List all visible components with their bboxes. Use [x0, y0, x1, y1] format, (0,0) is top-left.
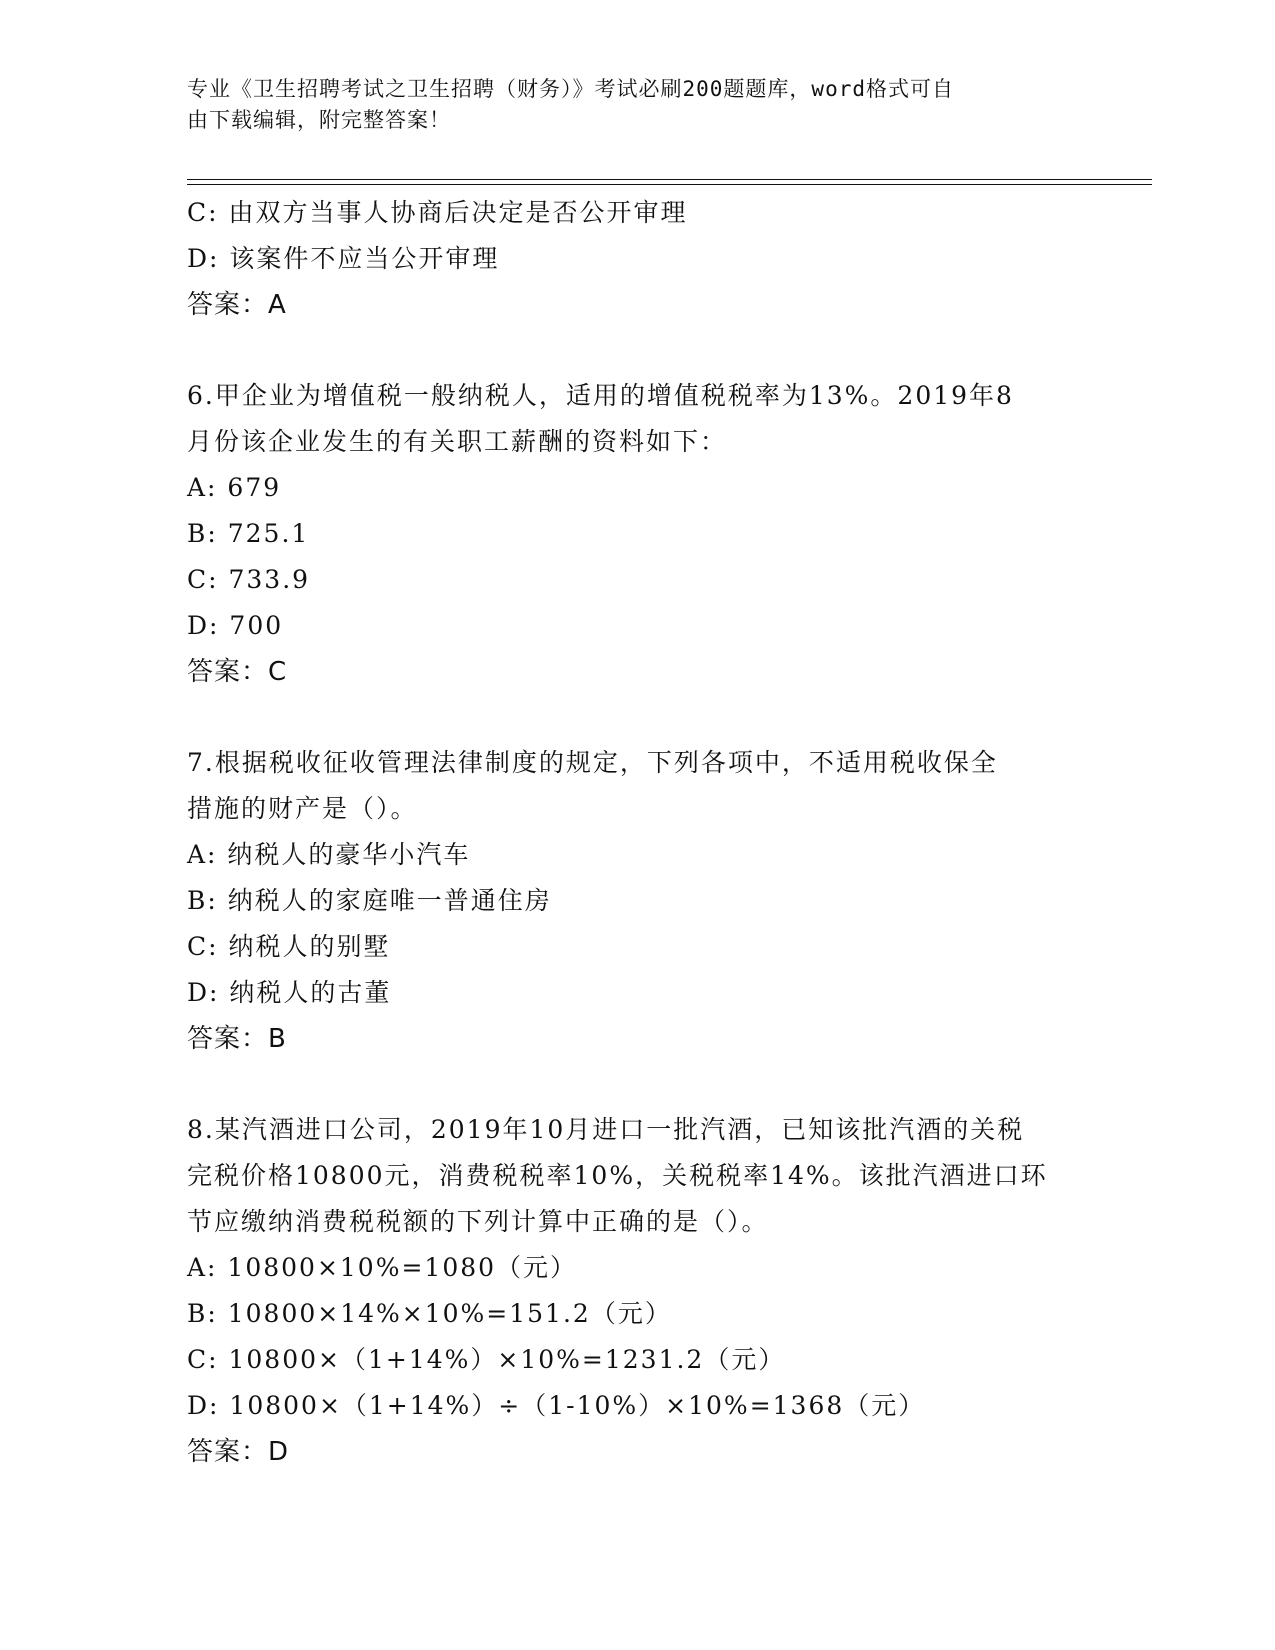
- question-stem-line: 8.某汽酒进口公司，2019年10月进口一批汽酒，已知该批汽酒的关税: [187, 1115, 1025, 1144]
- question-5: [187, 190, 1087, 328]
- header-divider-top: [187, 179, 1152, 180]
- question-6: [187, 373, 1087, 695]
- question-stem-line: 措施的财产是（）。: [187, 794, 418, 823]
- question-7: [187, 740, 1087, 1062]
- spacer: [187, 328, 1087, 373]
- option-c: C: 由双方当事人协商后决定是否公开审理: [187, 198, 688, 227]
- option-b: B: 纳税人的家庭唯一普通住房: [187, 886, 552, 915]
- header-divider-bottom: [187, 184, 1152, 185]
- option-b: B: 725.1: [187, 519, 310, 548]
- option-d: D: 该案件不应当公开审理: [187, 244, 500, 273]
- spacer: [187, 1062, 1087, 1107]
- header-line-2: 由下载编辑，附完整答案！: [187, 108, 451, 132]
- option-a: A: 纳税人的豪华小汽车: [187, 840, 471, 869]
- question-stem-line: 7.根据税收征收管理法律制度的规定，下列各项中，不适用税收保全: [187, 748, 998, 777]
- question-stem-line: 月份该企业发生的有关职工薪酬的资料如下：: [187, 427, 728, 456]
- question-stem-line: 节应缴纳消费税税额的下列计算中正确的是（）。: [187, 1207, 769, 1236]
- option-a: A: 679: [187, 473, 282, 502]
- answer-text: 答案：A: [187, 290, 287, 320]
- option-d: D: 700: [187, 611, 284, 640]
- answer-text: 答案：B: [187, 1024, 287, 1054]
- question-stem-line: 完税价格10800元，消费税税率10%，关税税率14%。该批汽酒进口环: [187, 1161, 1048, 1190]
- header-line-1: 专业《卫生招聘考试之卫生招聘（财务）》考试必刷200题题库，word格式可自: [187, 77, 954, 101]
- spacer: [187, 695, 1087, 740]
- answer-text: 答案：D: [187, 1437, 290, 1467]
- question-8: [187, 1107, 1087, 1475]
- document-body: [187, 190, 1087, 1475]
- option-a: A: 10800×10%=1080（元）: [187, 1253, 578, 1282]
- answer-text: 答案：C: [187, 657, 288, 687]
- option-d: D: 10800×（1+14%）÷（1-10%）×10%=1368（元）: [187, 1391, 926, 1420]
- document-header: [187, 74, 1067, 136]
- option-c: C: 10800×（1+14%）×10%=1231.2（元）: [187, 1345, 786, 1374]
- option-c: C: 纳税人的别墅: [187, 932, 391, 961]
- question-stem-line: 6.甲企业为增值税一般纳税人，适用的增值税税率为13%。2019年8: [187, 381, 1014, 410]
- option-d: D: 纳税人的古董: [187, 978, 392, 1007]
- option-b: B: 10800×14%×10%=151.2（元）: [187, 1299, 672, 1328]
- option-c: C: 733.9: [187, 565, 311, 594]
